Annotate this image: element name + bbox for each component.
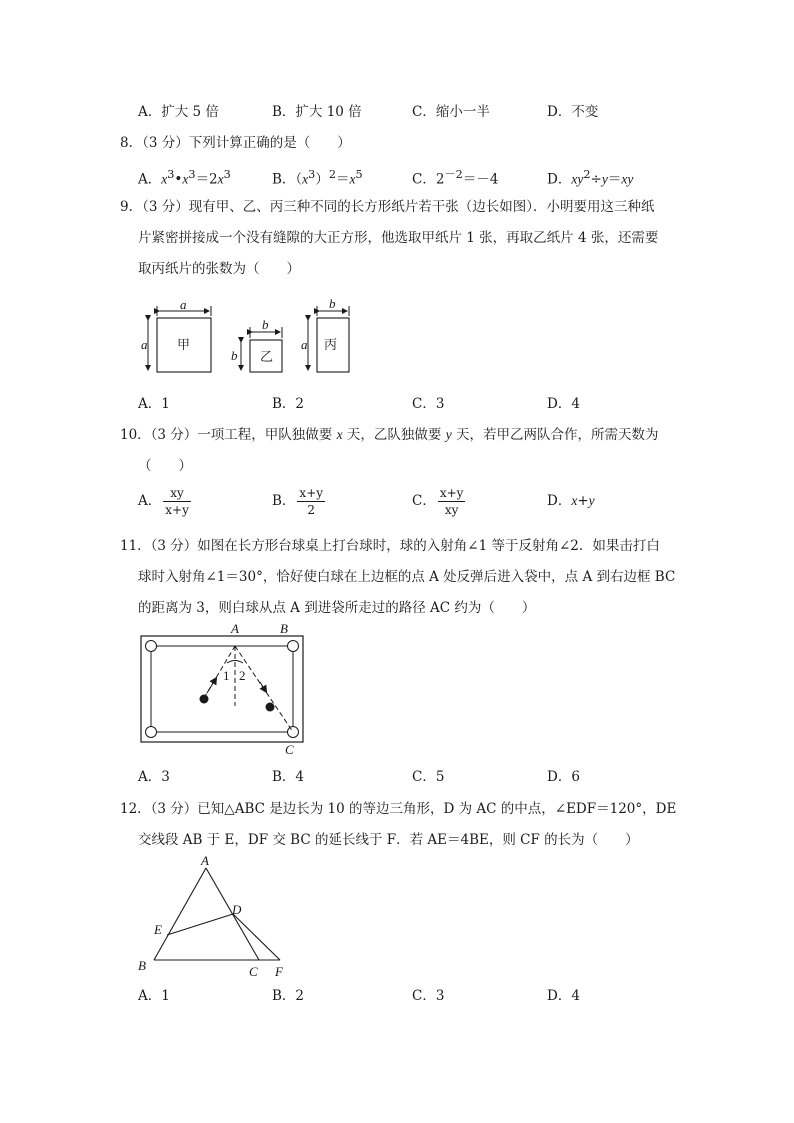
- q11-option-b: B．4: [272, 769, 305, 785]
- yi-top-label: b: [262, 317, 269, 332]
- triangle-point-c: C: [249, 964, 258, 979]
- triangle-point-e: E: [154, 922, 162, 937]
- point-c-label: C: [285, 742, 294, 757]
- q12-option-b: B．2: [272, 988, 305, 1004]
- q9-figure: [130, 292, 370, 382]
- white-ball-start: [200, 695, 209, 704]
- angle-1-label: 1: [223, 668, 230, 683]
- point-a-label: A: [231, 621, 239, 636]
- q9-stem-line2: 片紧密拼接成一个没有缝隙的大正方形，他选取甲纸片 1 张，再取乙纸片 4 张，还需要: [138, 230, 659, 246]
- pocket-bottom-left: [146, 727, 157, 738]
- q9-option-c: C．3: [412, 396, 445, 412]
- jia-left-label: a: [141, 337, 148, 352]
- incident-arrow: [207, 680, 215, 693]
- q9-stem-line3: 取丙纸片的张数为（ ）: [138, 261, 300, 277]
- q7-option-a: A．扩大 5 倍: [138, 104, 219, 120]
- yi-left-label: b: [231, 348, 238, 363]
- q8-option-c: C．$2^{-2}=-4$: [412, 168, 499, 188]
- table-inner-frame: [151, 646, 293, 732]
- bing-label: 丙: [324, 338, 338, 353]
- q9-option-a: A．1: [138, 396, 170, 412]
- q12-option-c: C．3: [412, 988, 445, 1004]
- q7-option-c: C．缩小一半: [412, 104, 490, 120]
- q11-option-d: D．6: [547, 769, 580, 785]
- triangle-point-b: B: [138, 958, 146, 973]
- q8-option-a: A．$x^3•x^3=2x^3$: [138, 168, 231, 188]
- angle-2-label: 2: [239, 668, 246, 683]
- reflected-arrow: [260, 682, 265, 690]
- q12-option-a: A．1: [138, 988, 170, 1004]
- q11-option-c: C．5: [412, 769, 445, 785]
- q8-option-d: D．$xy^2\div y=xy$: [547, 168, 634, 188]
- q10-stem-line1: 10．（3 分）一项工程，甲队独做要 x 天，乙队独做要 y 天，若甲乙两队合作，所需天数为: [120, 427, 659, 443]
- q11-billiard-figure: [136, 620, 311, 760]
- segment-de: [167, 914, 233, 935]
- q7-option-b: B．扩大 10 倍: [272, 104, 362, 120]
- q10-stem-line2: （ ）: [138, 458, 192, 474]
- q12-option-d: D．4: [547, 988, 580, 1004]
- pocket-top-right: [288, 641, 299, 652]
- q9-option-d: D．4: [547, 396, 580, 412]
- jia-label: 甲: [177, 338, 191, 353]
- side-ab: [154, 868, 206, 960]
- point-b-label: B: [280, 621, 288, 636]
- q10-option-c: C． $\frac{x+y}{xy}$: [412, 486, 464, 517]
- pocket-top-left: [146, 641, 157, 652]
- bing-top-label: b: [329, 296, 336, 311]
- q11-stem-line3: 的距离为 3，则白球从点 A 到进袋所走过的路径 AC 约为（ ）: [138, 600, 536, 616]
- ball-on-path: [266, 703, 275, 712]
- q12-triangle-figure: [134, 852, 304, 982]
- q9-stem-line1: 9．（3 分）现有甲、乙、丙三种不同的长方形纸片若干张（边长如图）．小明要用这三种纸: [120, 199, 655, 215]
- q11-stem-line2: 球时入射角∠1＝30°，恰好使白球在上边框的点 A 处反弹后进入袋中，点 A 到右边框 BC: [138, 569, 676, 585]
- q11-stem-line1: 11．（3 分）如图在长方形台球桌上打台球时，球的入射角∠1 等于反射角∠2．如果击打白: [120, 538, 660, 554]
- table-outer-frame: [141, 636, 303, 742]
- q8-option-b: B．$(x^3)^2=x^5$: [272, 168, 363, 188]
- triangle-point-f: F: [275, 964, 283, 979]
- jia-top-label: a: [180, 297, 187, 312]
- bing-left-label: a: [301, 337, 308, 352]
- q7-option-d: D．不变: [547, 104, 599, 120]
- yi-label: 乙: [260, 350, 274, 365]
- segment-df: [233, 914, 280, 960]
- triangle-point-d: D: [232, 902, 242, 917]
- triangle-point-a: A: [201, 853, 209, 868]
- q9-option-b: B．2: [272, 396, 305, 412]
- q10-option-a: A． $\frac{xy}{x+y}$: [138, 486, 189, 517]
- q12-stem-line1: 12．（3 分）已知△ABC 是边长为 10 的等边三角形，D 为 AC 的中点，∠EDF＝120°，DE: [120, 801, 677, 817]
- q10-option-d: D．x+y: [547, 493, 595, 509]
- q8-stem: 8．（3 分）下列计算正确的是（ ）: [120, 135, 351, 151]
- q12-stem-line2: 交线段 AB 于 E，DF 交 BC 的延长线于 F．若 AE＝4BE，则 CF 的长为（ ）: [138, 832, 639, 848]
- q11-option-a: A．3: [138, 769, 170, 785]
- q10-option-b: B． $\frac{x+y}{2}$: [272, 486, 324, 517]
